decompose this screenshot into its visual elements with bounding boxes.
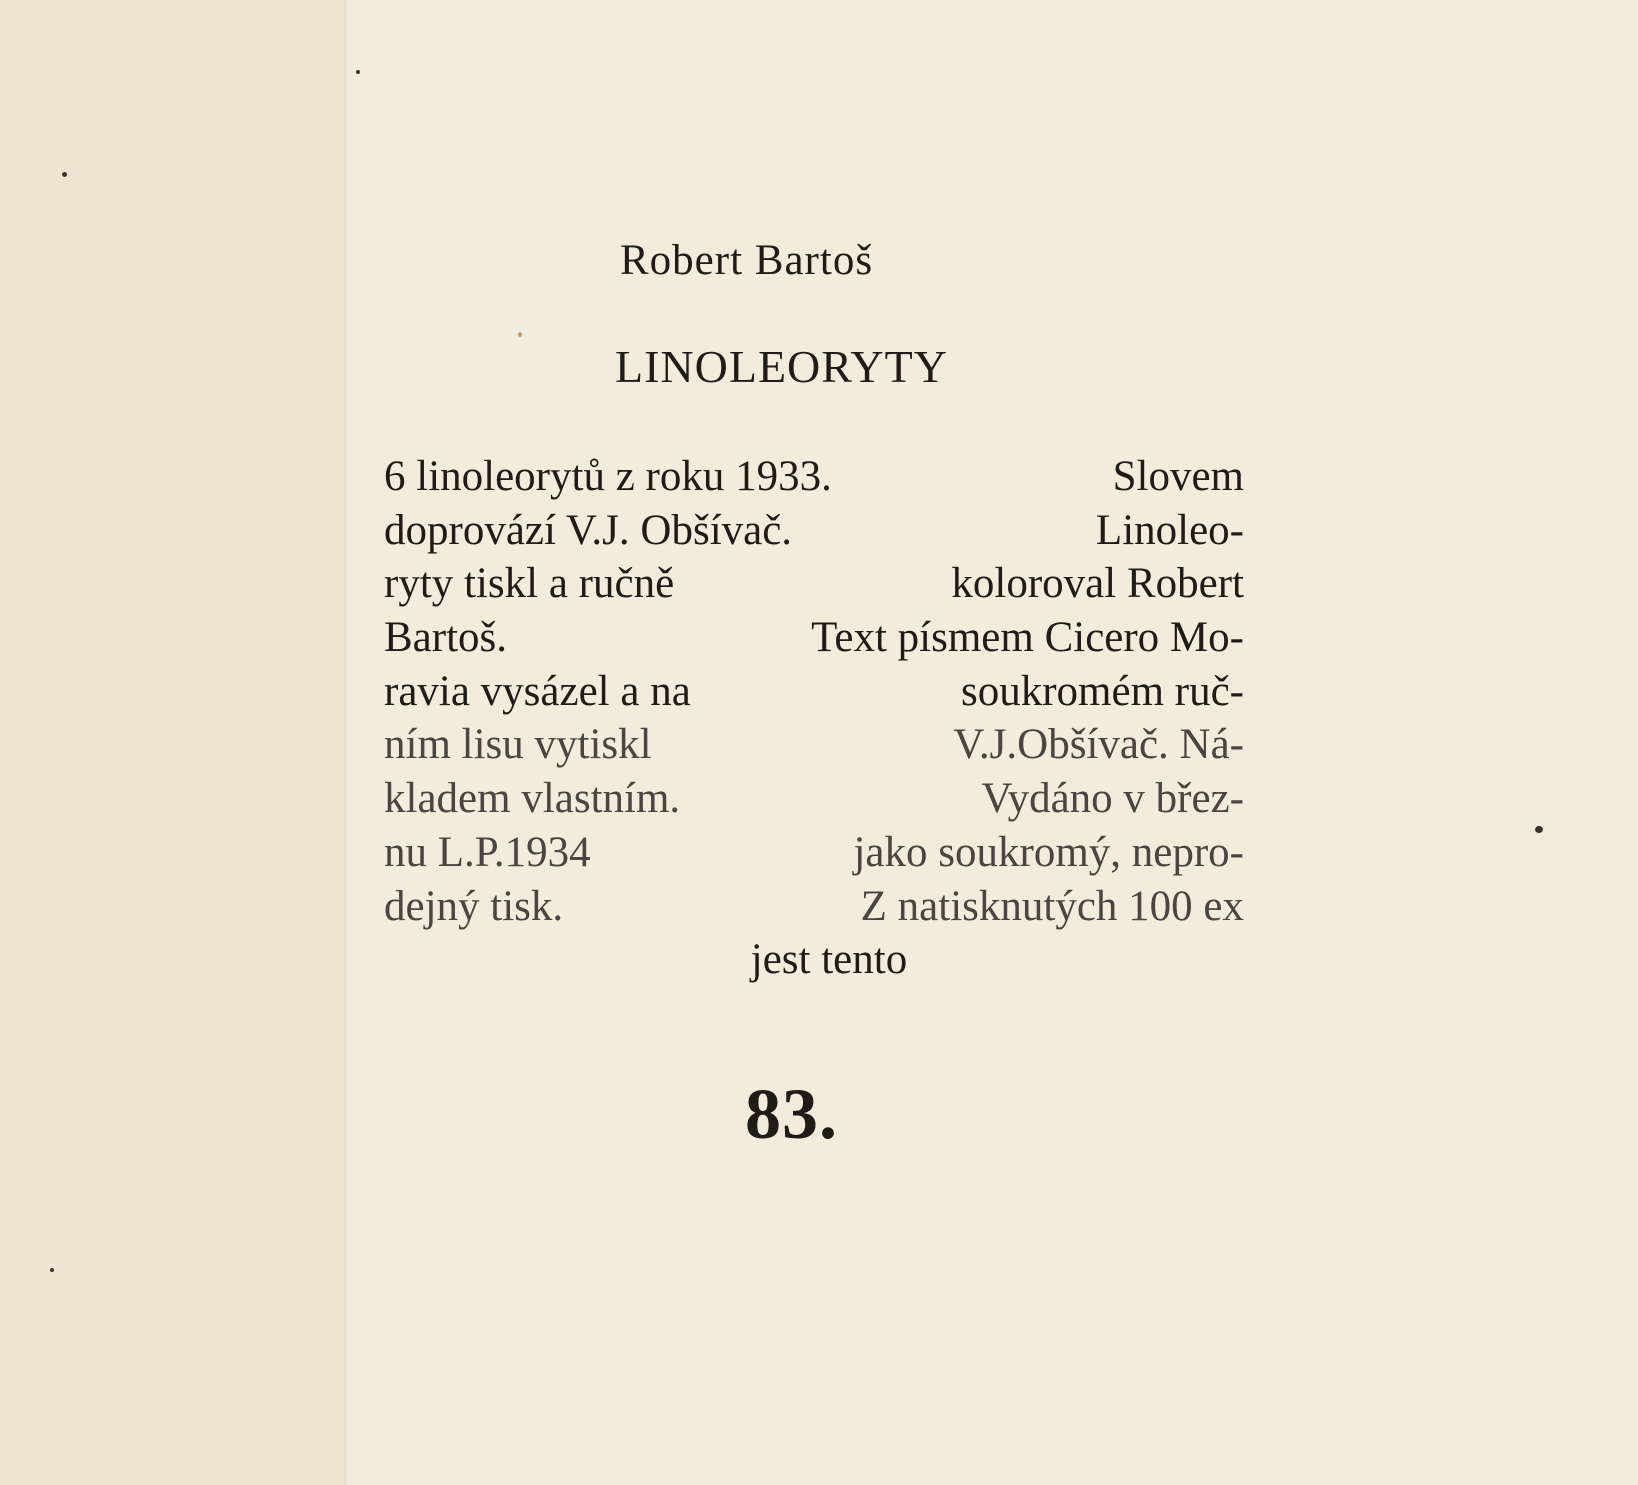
copy-number: 83. [745, 1074, 838, 1154]
colophon-line-left: Bartoš. [384, 614, 508, 662]
colophon-last-line: jest tento [750, 936, 908, 984]
colophon-line-right: V.J.Obšívač. Ná- [953, 721, 1244, 769]
colophon-line [384, 557, 1244, 611]
colophon-line-right: Z natisknutých 100 ex [860, 882, 1244, 930]
colophon-line [384, 450, 1244, 504]
colophon-line-left: ním lisu vytiskl [384, 721, 652, 769]
paper-speck [518, 332, 522, 337]
colophon-line-right: Slovem [1112, 453, 1244, 500]
colophon-line [384, 611, 1244, 665]
colophon-line [384, 718, 1244, 772]
colophon-line-left: kladem vlastním. [384, 775, 681, 823]
colophon-line-left: ryty tiskl a ručně [384, 560, 675, 608]
colophon-line-right: soukromém ruč- [960, 667, 1244, 715]
colophon-line-right: Vydáno v břez- [981, 775, 1244, 823]
colophon-line-right: Linoleo- [1095, 506, 1244, 554]
paper-speck [1535, 826, 1543, 833]
colophon-line [384, 772, 1244, 826]
colophon-line [384, 826, 1244, 880]
colophon-line-right: koloroval Robert [951, 560, 1244, 608]
paper-speck [62, 172, 67, 177]
colophon-line-right: jako soukromý, nepro- [853, 828, 1244, 876]
colophon-line-left: 6 linoleorytů z roku 1933. [384, 453, 832, 500]
colophon-line [384, 880, 1244, 934]
colophon [384, 450, 1244, 987]
colophon-line-left: doprovází V.J. Obšívač. [384, 506, 793, 554]
page-fold [344, 0, 352, 1485]
colophon-line [384, 504, 1244, 558]
colophon-line-right: Text písmem Cicero Mo- [811, 614, 1244, 662]
book-title: LINOLEORYTY [615, 341, 948, 392]
colophon-line-left: ravia vysázel a na [384, 667, 691, 715]
colophon-line-left: dejný tisk. [384, 882, 564, 930]
author-name: Robert Bartoš [620, 237, 874, 284]
left-page [0, 0, 348, 1485]
colophon-line [384, 665, 1244, 719]
paper-speck [50, 1268, 54, 1272]
paper-speck [356, 70, 360, 74]
colophon-line-left: nu L.P.1934 [384, 828, 591, 876]
